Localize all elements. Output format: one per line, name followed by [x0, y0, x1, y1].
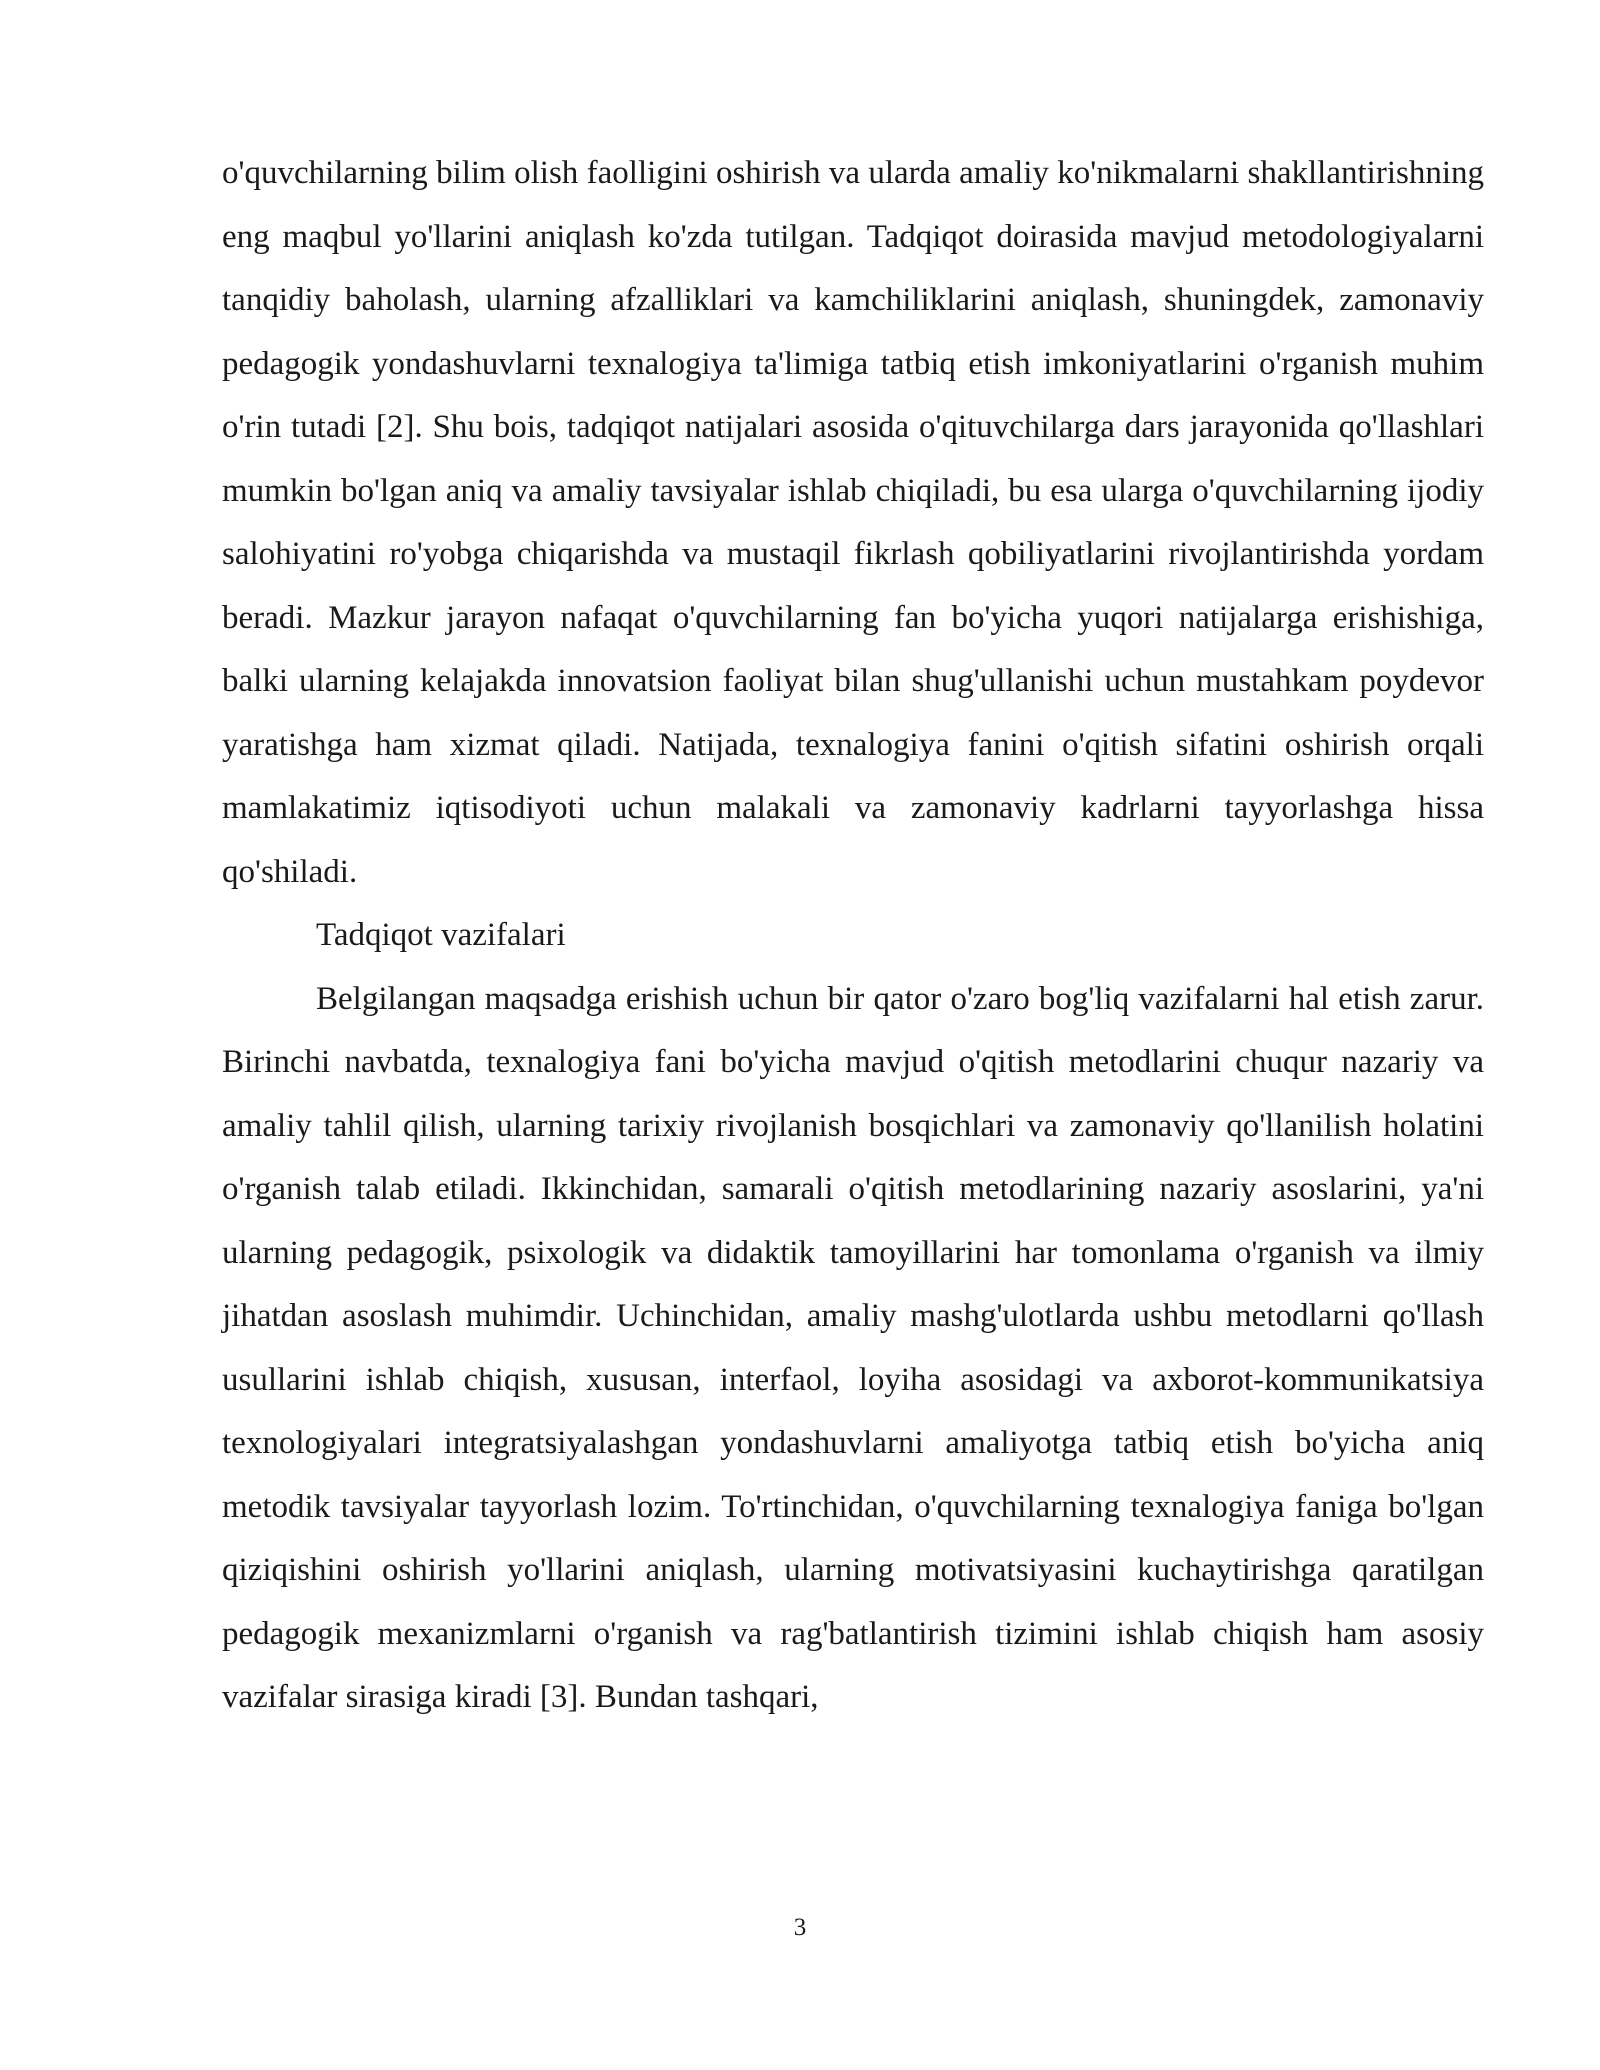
- paragraph: Belgilangan maqsadga erishish uchun bir qator o'zaro bog'liq vazifalarni hal etish zarur. Birinchi navbatda, texnalogiya fani bo'yicha mavjud o'qitish metodlarini chuqur nazariy va amaliy tahlil qilish, ularning tarixiy rivojlanish bosqichlari va zamonaviy qo'llanilish holatini o'rganish talab etiladi. Ikkinchidan, samarali o'qitish metodlarining nazariy asoslarini, ya'ni ularning pedagogik, psixologik va didaktik tamoyillarini har tomonlama o'rganish va ilmiy jihatdan asoslash muhimdir. Uchinchidan, amaliy mashg'ulotlarda ushbu metodlarni qo'llash usullarini ishlab chiqish, xususan, interfaol, loyiha asosidagi va axborot-kommunikatsiya texnologiyalari integratsiyalashgan yondashuvlarni amaliyotga tatbiq etish bo'yicha aniq metodik tavsiyalar tayyorlash lozim. To'rtinchidan, o'quvchilarning texnalogiya faniga bo'lgan qiziqishini oshirish yo'llarini aniqlash, ularning motivatsiyasini kuchaytirishga qaratilgan pedagogik mexanizmlarni o'rganish va rag'batlantirish tizimini ishlab chiqish ham asosiy vazifalar sirasiga kiradi [3]. Bundan tashqari,: [222, 980, 1484, 1715]
- section-heading: Tadqiqot vazifalari: [316, 917, 566, 953]
- body-text: [222, 142, 1484, 1730]
- page-number: 3: [793, 1914, 807, 1941]
- paragraph-continued: o'quvchilarning bilim olish faolligini oshirish va ularda amaliy ko'nikmalarni shakllantirishning eng maqbul yo'llarini aniqlash ko'zda tutilgan. Tadqiqot doirasida mavjud metodologiyalarni tanqidiy baholash, ularning afzalliklari va kamchiliklarini aniqlash, shuningdek, zamonaviy pedagogik yondashuvlarni texnalogiya ta'limiga tatbiq etish imkoniyatlarini o'rganish muhim o'rin tutadi [2]. Shu bois, tadqiqot natijalari asosida o'qituvchilarga dars jarayonida qo'llashlari mumkin bo'lgan aniq va amaliy tavsiyalar ishlab chiqiladi, bu esa ularga o'quvchilarning ijodiy salohiyatini ro'yobga chiqarishda va mustaqil fikrlash qobiliyatlarini rivojlantirishda yordam beradi. Mazkur jarayon nafaqat o'quvchilarning fan bo'yicha yuqori natijalarga erishishiga, balki ularning kelajakda innovatsion faoliyat bilan shug'ullanishi uchun mustahkam poydevor yaratishga ham xizmat qiladi. Natijada, texnalogiya fanini o'qitish sifatini oshirish orqali mamlakatimiz iqtisodiyoti uchun malakali va zamonaviy kadrlarni tayyorlashga hissa qo'shiladi.: [222, 155, 1484, 890]
